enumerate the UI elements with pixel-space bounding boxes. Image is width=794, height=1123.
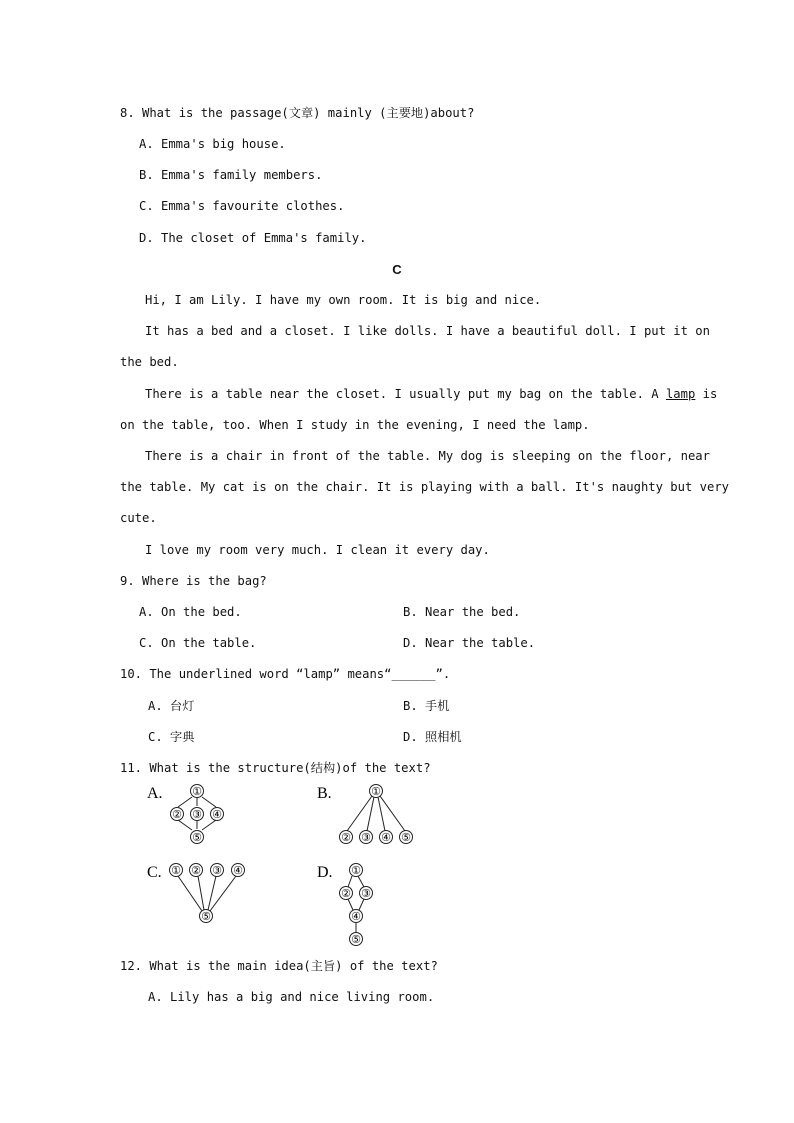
node-1: ① (192, 786, 202, 798)
q9-option-c: C. On the table. (139, 636, 257, 650)
passage-paragraph-5: I love my room very much. I clean it every day. (145, 543, 490, 557)
node-4: ④ (233, 865, 243, 877)
q8-option-d: D. The closet of Emma's family. (139, 231, 367, 245)
passage-paragraph-2-line-1: It has a bed and a closet. I like dolls. I have a beautiful doll. I put it on (145, 324, 710, 338)
section-c-title: C (392, 262, 402, 277)
node-4: ④ (351, 911, 361, 923)
node-1: ① (351, 865, 361, 877)
q12-stem: 12. What is the main idea(主旨) of the text? (120, 959, 438, 973)
node-3: ③ (361, 888, 371, 900)
q10-option-a: A. 台灯 (148, 699, 195, 713)
passage-paragraph-4-line-2: the table. My cat is on the chair. It is playing with a ball. It's naughty but very (120, 480, 730, 494)
node-4: ④ (212, 809, 222, 821)
q11-stem: 11. What is the structure(结构)of the text? (120, 761, 431, 775)
q8-option-a: A. Emma's big house. (139, 137, 286, 151)
passage-text: is (695, 387, 718, 401)
node-3: ③ (212, 865, 222, 877)
diagram-a-label: A. (147, 785, 163, 802)
node-2: ② (341, 888, 351, 900)
node-5: ⑤ (192, 832, 202, 844)
node-2: ② (172, 809, 182, 821)
node-1: ① (371, 786, 381, 798)
node-5: ⑤ (401, 832, 411, 844)
diagram-c-label: C. (147, 864, 162, 881)
q8-option-c: C. Emma's favourite clothes. (139, 199, 345, 213)
q8-option-b: B. Emma's family members. (139, 168, 323, 182)
passage-paragraph-4-line-1: There is a chair in front of the table. My dog is sleeping on the floor, near (145, 449, 710, 463)
diagram-b (317, 785, 413, 845)
q9-option-a: A. On the bed. (139, 605, 242, 619)
q10-option-c: C. 字典 (148, 730, 195, 744)
node-4: ④ (381, 832, 391, 844)
diagram-b-label: B. (317, 785, 332, 802)
diagram-a (147, 785, 224, 845)
passage-paragraph-1: Hi, I am Lily. I have my own room. It is big and nice. (145, 293, 542, 307)
node-2: ② (341, 832, 351, 844)
q10-option-d: D. 照相机 (403, 730, 462, 744)
q9-option-b: B. Near the bed. (403, 605, 521, 619)
passage-paragraph-2-line-2: the bed. (120, 355, 179, 369)
q9-option-d: D. Near the table. (403, 636, 536, 650)
node-2: ② (191, 865, 201, 877)
diagram-c (147, 864, 245, 924)
node-5: ⑤ (201, 911, 211, 923)
passage-paragraph-4-line-3: cute. (120, 511, 157, 525)
node-5: ⑤ (351, 934, 361, 946)
passage-text: There is a table near the closet. I usually put my bag on the table. A (145, 387, 666, 401)
q10-stem: 10. The underlined word “lamp” means“______”. (120, 667, 451, 681)
diagram-d (317, 864, 373, 947)
underlined-word-lamp: lamp (665, 387, 696, 401)
q8-stem: 8. What is the passage(文章) mainly (主要地)about? (120, 106, 475, 120)
node-3: ③ (361, 832, 371, 844)
q12-option-a: A. Lily has a big and nice living room. (148, 990, 435, 1004)
q10-option-b: B. 手机 (403, 699, 450, 713)
node-1: ① (171, 865, 181, 877)
passage-paragraph-3-line-2: on the table, too. When I study in the evening, I need the lamp. (120, 418, 590, 432)
q9-stem: 9. Where is the bag? (120, 574, 267, 588)
diagram-d-label: D. (317, 864, 333, 881)
node-3: ③ (192, 809, 202, 821)
